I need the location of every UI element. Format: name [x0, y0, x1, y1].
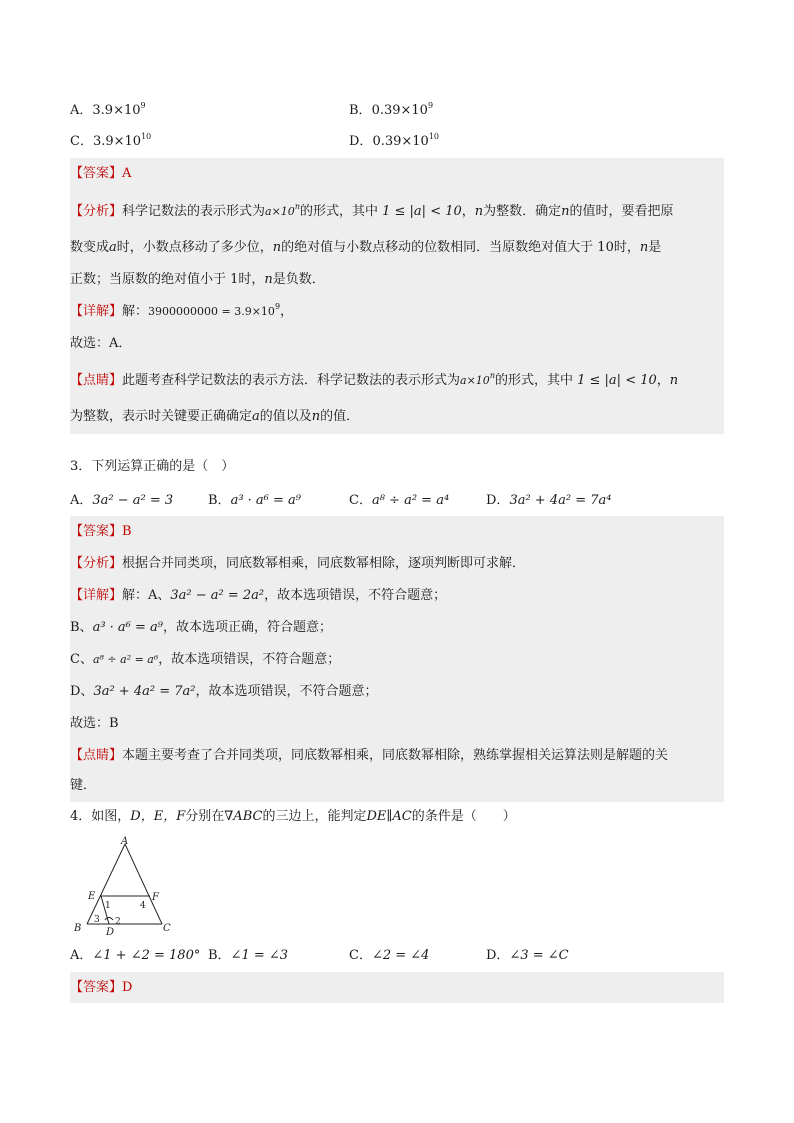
q4-option-a: A．∠1 + ∠2 = 180° [70, 948, 201, 963]
q3-detail-d: D、3a² + 4a² = 7a²，故本选项错误，不符合题意； [70, 684, 378, 699]
q3-detail-a: 【详解】解：A、3a² − a² = 2a²，故本选项错误，不符合题意； [70, 588, 447, 603]
label-angle-4: 4 [140, 901, 146, 911]
q3-option-c: C．a⁸ ÷ a² = a⁴ [349, 493, 450, 508]
q4-option-c: C．∠2 = ∠4 [349, 948, 430, 963]
q2-option-d: D．$0.39\times 10^{10}$ [349, 131, 440, 149]
q2-analysis-line-2: 数变成a时，小数点移动了多少位，n的绝对值与小数点移动的位数相同．当原数绝对值大于 10时，n是 [70, 240, 662, 255]
q3-comment-line-2: 键． [70, 778, 97, 793]
q2-analysis-line-1: 【分析】科学记数法的表示形式为$a\times 10^n$的形式，其中 1 ≤ |a| < 10，n为整数．确定n的值时，要看把原 [70, 201, 674, 219]
q3-analysis: 【分析】根据合并同类项，同底数幂相乘，同底数幂相除，逐项判断即可求解． [70, 556, 526, 571]
label-b: B [74, 923, 82, 934]
label-c: C [163, 923, 171, 934]
q4-answer: 【答案】D [70, 980, 133, 995]
q4-stem: 4．如图，D，E，F分别在∇ABC的三边上，能判定DE∥AC的条件是（ ） [70, 809, 516, 824]
q3-option-b: B．a³ · a⁶ = a⁹ [208, 493, 302, 508]
q3-detail-c: C、a⁸ ÷ a² = a⁶，故本选项错误，不符合题意； [70, 652, 341, 667]
label-a: A [121, 836, 129, 847]
q2-choose: 故选：A． [70, 336, 132, 351]
q4-option-d: D．∠3 = ∠C [486, 948, 569, 963]
q4-option-b: B．∠1 = ∠3 [208, 948, 289, 963]
q2-detail: 【详解】解：$3900000000 = 3.9\times 10^9$， [70, 301, 294, 319]
q3-answer: 【答案】B [70, 524, 132, 539]
angle-arc [105, 918, 113, 921]
label-f: F [152, 892, 159, 903]
triangle-figure [70, 834, 190, 940]
q3-option-d: D．3a² + 4a² = 7a⁴ [486, 493, 612, 508]
q2-comment-line-1: 【点睛】此题考查科学记数法的表示方法．科学记数法的表示形式为$a\times 10^n$的形式，其中 1 ≤ |a| < 10，n [70, 370, 679, 388]
q2-analysis-line-3: 正数；当原数的绝对值小于 1时，n是负数． [70, 272, 325, 287]
label-angle-1: 1 [105, 901, 111, 911]
side-ac [125, 844, 162, 924]
label-d: D [106, 927, 115, 938]
q2-option-c: C．$3.9\times 10^{10}$ [70, 131, 152, 149]
q2-option-a: A．$3.9\times 10^9$ [70, 100, 146, 118]
q3-option-a: A．3a² − a² = 3 [70, 493, 174, 508]
q2-option-b: B．$0.39\times 10^9$ [349, 100, 434, 118]
label-angle-2: 2 [115, 917, 121, 927]
label-e: E [88, 891, 96, 902]
q2-answer: 【答案】A [70, 166, 132, 181]
q2-comment-line-2: 为整数，表示时关键要正确确定a的值以及n的值． [70, 409, 360, 424]
q3-choose: 故选：B [70, 716, 119, 731]
q3-comment-line-1: 【点睛】本题主要考查了合并同类项，同底数幂相乘，同底数幂相除，熟练掌握相关运算法则是解题的关 [70, 748, 669, 763]
q3-stem: 3．下列运算正确的是（ ） [70, 459, 235, 474]
label-angle-3: 3 [94, 915, 100, 925]
q3-detail-b: B、a³ · a⁶ = a⁹，故本选项正确，符合题意； [70, 620, 333, 635]
